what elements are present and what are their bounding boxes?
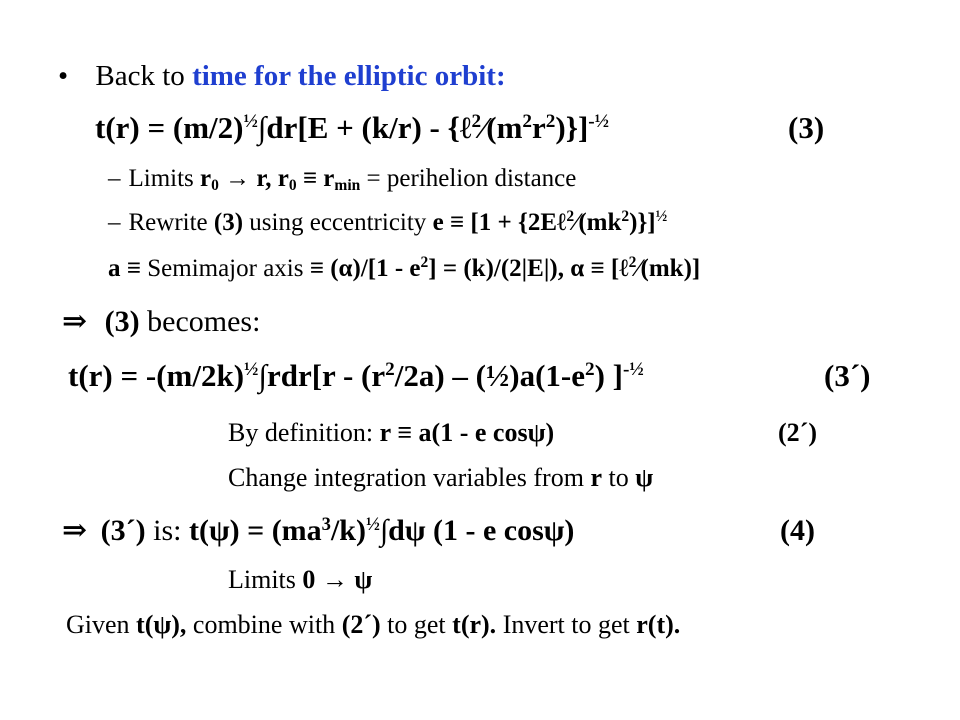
implies-icon: ⇒ [62,514,95,547]
implies-icon: ⇒ [62,305,95,338]
eq3-sup: 2 [545,111,556,133]
eq3-sup: -½ [588,111,610,133]
given-part: (2´) [341,610,381,639]
eq3-part: ∫dr[E + (k/r) - {ℓ [257,110,472,145]
rewrite-part: using eccentricity [243,209,433,236]
becomes-line [62,307,260,337]
limits-psi-part: Limits [228,565,303,594]
limits-psi-line [228,567,372,593]
dash-icon: – [108,209,121,236]
rewrite-part: Rewrite [128,209,214,236]
change-part: Change integration variables from [228,463,591,492]
eq3p-part: /2a) – (½)a(1-e [394,358,585,393]
rewrite-sup: 2 [566,208,575,226]
rewrite-sup: ½ [655,208,668,226]
limits-part: → r, r [218,165,289,192]
limits-label: Limits [128,165,201,192]
eq3-part: ⁄(m [481,110,523,145]
semimajor-axis-line [108,256,700,281]
equation-2-prime-label: (2´) [778,418,817,447]
eq3p-sup: -½ [623,359,644,381]
eq3p-part: t(r) = -(m/2k) [68,358,245,393]
semimajor-part: Semimajor axis [147,255,310,282]
subitem-rewrite [108,210,667,235]
given-part: r(t). [636,610,681,639]
equation-3-prime-label: (3´) [824,358,871,393]
becomes-part: (3) [104,305,140,338]
eq4-part: (3´) [100,514,146,547]
change-variables-line [228,465,653,491]
limits-sub: 0 [211,176,219,194]
rewrite-sup: 2 [621,208,630,226]
limits-psi-part: 0 → ψ [302,565,373,594]
equation-4-label: (4) [780,514,815,547]
dash-icon: – [108,165,121,192]
eq3p-part: ) ] [594,358,624,393]
given-line [66,612,680,638]
eq3-part: r [532,110,546,145]
eq3p-part: ∫rdr[r - (r [258,358,386,393]
eq3-part: t(r) = (m/2) [95,110,244,145]
equation-4-line [62,513,575,547]
change-part: to [602,463,636,492]
semimajor-part: a ≡ [108,255,148,282]
given-part: to get [380,610,453,639]
equation-3-prime [68,360,644,391]
bullet-icon: • [58,60,69,92]
equation-3 [95,112,609,143]
definition-part: r ≡ a(1 - e cosψ) [379,418,555,447]
semimajor-sup: 2 [420,254,429,272]
limits-sub: min [334,176,361,194]
becomes-part: becomes: [139,305,261,338]
eq3p-sup: 2 [385,359,395,381]
equation-3-label: (3) [788,110,825,145]
eq4-part: is: [145,514,189,547]
eq3-sup: 2 [522,111,533,133]
eq3p-sup: ½ [244,359,259,381]
semimajor-part: ⁄(mk)] [636,255,701,282]
rewrite-part: (3) [213,209,244,236]
text-back-to: Back to [95,60,193,92]
rewrite-part: )}] [629,209,656,236]
eq3p-sup: 2 [585,359,595,381]
change-part: r [590,463,602,492]
limits-part: ≡ r [296,165,335,192]
given-part: Invert to get [496,610,637,639]
definition-part: By definition: [228,418,380,447]
eq3-sup: 2 [471,111,482,133]
eq3-sup: ½ [243,111,258,133]
limits-part: r [200,165,212,192]
limits-sub: 0 [288,176,297,194]
given-part: t(r). [452,610,497,639]
given-part: Given [66,610,137,639]
subitem-limits [108,165,577,194]
eq4-part: t(ψ) = (ma [188,514,322,547]
limits-part: = perihelion distance [360,165,577,192]
eq3-part: )}] [555,110,589,145]
change-part: ψ [635,463,654,492]
eq4-sup: 3 [321,513,331,535]
semimajor-part: ] = (k)/(2|E|), α ≡ [ℓ [428,255,629,282]
eq4-part: /k) [330,514,366,547]
rewrite-part: ⁄(mk [574,209,622,236]
eq4-part: ∫dψ (1 - e cosψ) [379,514,575,547]
semimajor-sup: 2 [628,254,637,272]
text-time-for-elliptic-orbit: time for the elliptic orbit: [192,60,506,92]
given-part: t(ψ), [136,610,187,639]
rewrite-part: e ≡ [1 + {2Eℓ [432,209,567,236]
bullet-line-back-to-time [58,62,506,91]
eq4-sup: ½ [365,513,380,535]
semimajor-part: ≡ (α)/[1 - e [309,255,421,282]
definition-line [228,420,554,446]
given-part: combine with [186,610,342,639]
